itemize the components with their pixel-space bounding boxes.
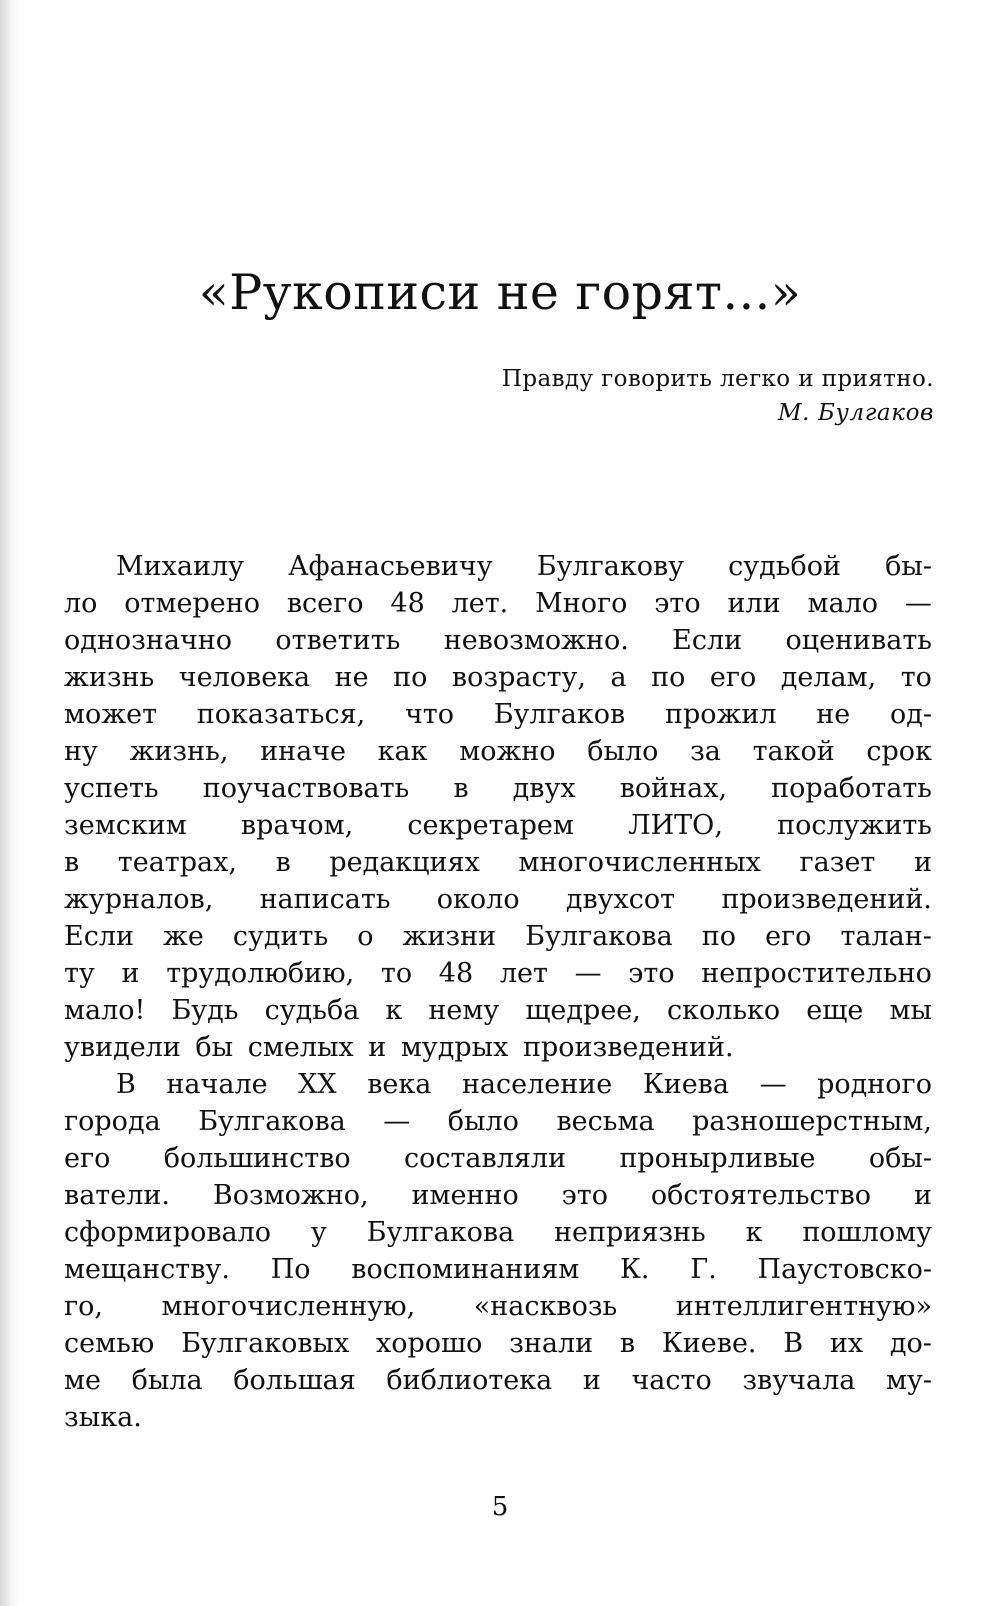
text-line: мало! Будь судьба к нему щедрее, сколько еще мы bbox=[64, 995, 932, 1026]
text-line: ло отмерено всего 48 лет. Много это или мало — bbox=[64, 588, 932, 619]
paragraph bbox=[64, 1066, 932, 1436]
text-line: жизнь человека не по возрасту, а по его делам, то bbox=[64, 662, 932, 693]
text-line: семью Булгаковых хорошо знали в Киеве. В их до- bbox=[64, 1328, 932, 1359]
text-line: журналов, написать около двухсот произведений. bbox=[64, 884, 932, 915]
text-line: зыка. bbox=[64, 1402, 142, 1433]
text-line: ту и трудолюбию, то 48 лет — это непростительно bbox=[64, 958, 932, 989]
text-line: ну жизнь, иначе как можно было за такой срок bbox=[64, 736, 932, 767]
page-number: 5 bbox=[491, 1492, 509, 1522]
epigraph-author: М. Булгаков bbox=[778, 400, 934, 426]
epigraph bbox=[502, 362, 934, 430]
epigraph-quote: Правду говорить легко и приятно. bbox=[501, 366, 934, 392]
text-line: успеть поучаствовать в двух войнах, поработать bbox=[64, 773, 932, 804]
text-line: ме была большая библиотека и часто звучала му- bbox=[64, 1365, 932, 1396]
text-line: ватели. Возможно, именно это обстоятельство и bbox=[64, 1180, 932, 1211]
text-line: Если же судить о жизни Булгакова по его талан- bbox=[64, 921, 932, 952]
body-text bbox=[64, 548, 932, 1436]
text-line: города Булгакова — было весьма разношерстным, bbox=[64, 1106, 932, 1137]
text-line: Михаилу Афанасьевичу Булгакову судьбой бы- bbox=[116, 551, 932, 582]
chapter-title: «Рукописи не горят...» bbox=[198, 264, 802, 321]
text-line: сформировало у Булгакова неприязнь к пошлому bbox=[64, 1217, 932, 1248]
text-line: В начале XX века население Киева — родного bbox=[116, 1069, 932, 1100]
text-line: его большинство составляли пронырливые обы- bbox=[64, 1143, 932, 1174]
text-line: в театрах, в редакциях многочисленных газет и bbox=[64, 847, 932, 878]
page-edge-shadow bbox=[0, 0, 18, 1606]
text-line: земским врачом, секретарем ЛИТО, послужить bbox=[64, 810, 932, 841]
text-line: однозначно ответить невозможно. Если оценивать bbox=[64, 625, 932, 656]
text-line: может показаться, что Булгаков прожил не од- bbox=[64, 699, 932, 730]
text-line: увидели бы смелых и мудрых произведений. bbox=[64, 1032, 734, 1063]
paragraph bbox=[64, 548, 932, 1066]
text-line: го, многочисленную, «насквозь интеллигентную» bbox=[64, 1291, 932, 1322]
text-line: мещанству. По воспоминаниям К. Г. Паустовско- bbox=[64, 1254, 932, 1285]
